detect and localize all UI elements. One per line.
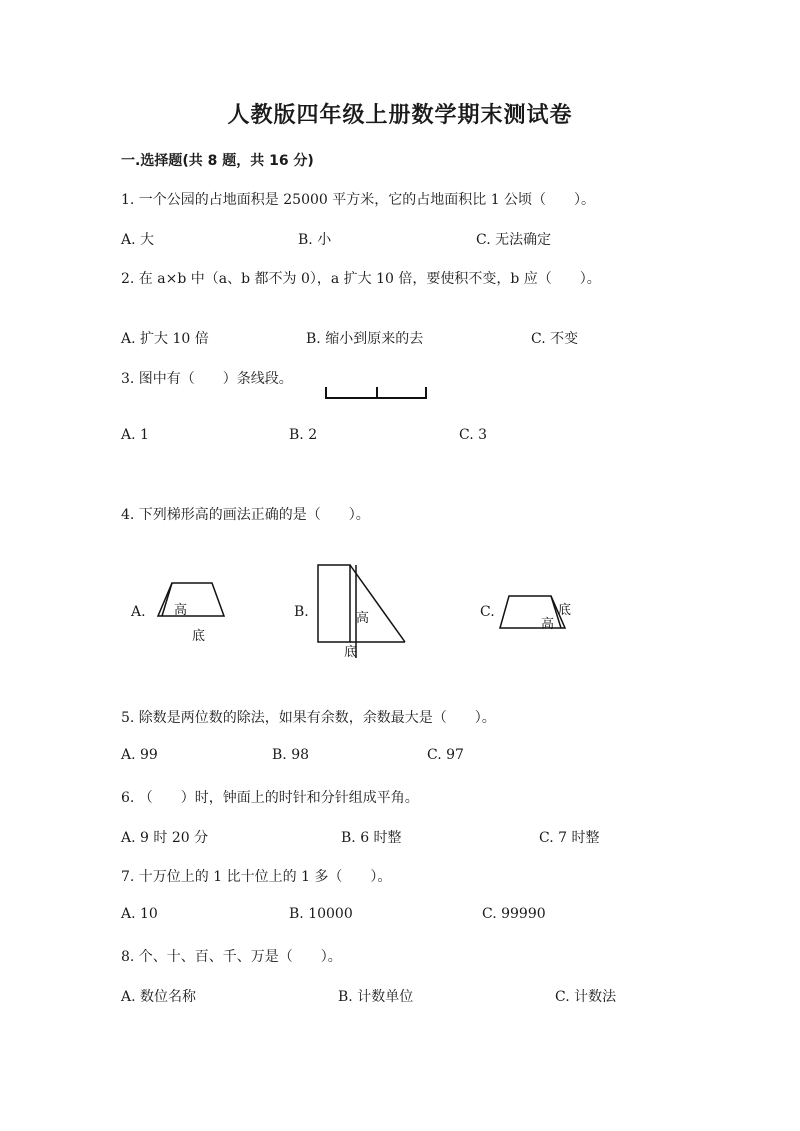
q6-option-b[interactable]: B. 6 时整 <box>341 830 402 846</box>
q7-option-b[interactable]: B. 10000 <box>289 906 353 922</box>
q2-option-a[interactable]: A. 扩大 10 倍 <box>121 331 209 347</box>
trapezoid-figure-c <box>495 588 585 633</box>
q2-option-b[interactable]: B. 缩小到原来的去 <box>306 331 424 347</box>
q7-option-c[interactable]: C. 99990 <box>482 906 546 922</box>
figure-a-base-label: 底 <box>192 629 206 644</box>
question-5: 5. 除数是两位数的除法，如果有余数，余数最大是（ ）。 <box>121 710 496 726</box>
figure-c-height-label: 高 <box>541 617 555 632</box>
q1-option-c[interactable]: C. 无法确定 <box>476 232 552 248</box>
line-segments-figure <box>322 384 432 404</box>
figure-c-base-label: 底 <box>558 603 572 618</box>
q4-option-b[interactable]: B. <box>294 604 309 620</box>
q6-option-c[interactable]: C. 7 时整 <box>539 830 600 846</box>
q5-option-c[interactable]: C. 97 <box>427 747 464 763</box>
figure-b-base-label: 底 <box>344 645 358 660</box>
q5-option-a[interactable]: A. 99 <box>121 747 158 763</box>
question-1: 1. 一个公园的占地面积是 25000 平方米，它的占地面积比 1 公顷（ ）。 <box>121 192 596 208</box>
q6-option-a[interactable]: A. 9 时 20 分 <box>121 830 209 846</box>
q5-option-b[interactable]: B. 98 <box>272 747 310 763</box>
question-8: 8. 个、十、百、千、万是（ ）。 <box>121 949 342 965</box>
question-4: 4. 下列梯形高的画法正确的是（ ）。 <box>121 507 370 523</box>
q3-option-b[interactable]: B. 2 <box>289 427 318 443</box>
q8-option-c[interactable]: C. 计数法 <box>555 989 617 1005</box>
q4-option-a[interactable]: A. <box>131 604 146 620</box>
question-3: 3. 图中有（ ）条线段。 <box>121 371 293 387</box>
q8-option-a[interactable]: A. 数位名称 <box>121 989 197 1005</box>
page-title: 人教版四年级上册数学期末测试卷 <box>227 103 573 128</box>
q1-option-b[interactable]: B. 小 <box>298 232 332 248</box>
q2-option-c[interactable]: C. 不变 <box>531 331 579 347</box>
figure-a-height-label: 高 <box>174 603 188 618</box>
q3-option-c[interactable]: C. 3 <box>459 427 488 443</box>
question-6: 6. （ ）时，钟面上的时针和分针组成平角。 <box>121 790 419 806</box>
section-heading: 一.选择题(共 8 题，共 16 分) <box>121 153 314 169</box>
q4-option-c[interactable]: C. <box>480 604 495 620</box>
q8-option-b[interactable]: B. 计数单位 <box>338 989 414 1005</box>
figure-b-height-label: 高 <box>356 611 370 626</box>
question-2: 2. 在 a×b 中（a、b 都不为 0），a 扩大 10 倍，要使积不变，b 应（ ）。 <box>121 271 601 287</box>
q3-option-a[interactable]: A. 1 <box>121 427 149 443</box>
trapezoid-figure-b <box>312 560 412 660</box>
q7-option-a[interactable]: A. 10 <box>121 906 158 922</box>
trapezoid-figure-a <box>150 578 230 648</box>
question-7: 7. 十万位上的 1 比十位上的 1 多（ ）。 <box>121 869 392 885</box>
q1-option-a[interactable]: A. 大 <box>121 232 155 248</box>
